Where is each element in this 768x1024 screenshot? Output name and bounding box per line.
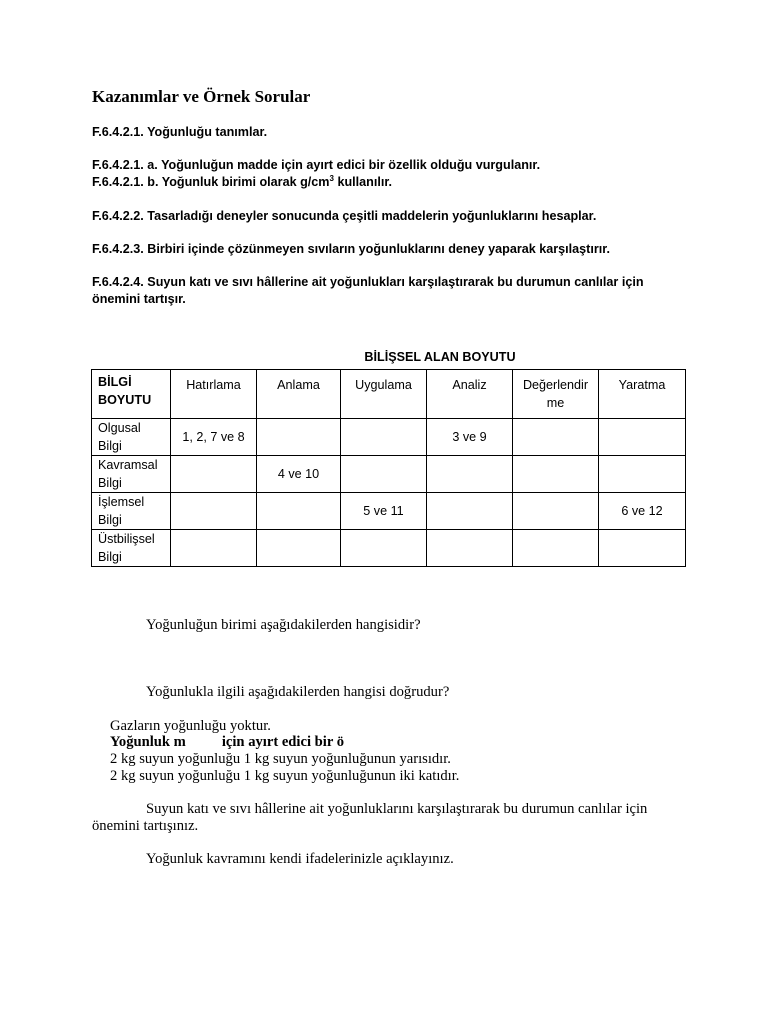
row-label-line1: Üstbilişsel	[98, 532, 155, 546]
question-4: Yoğunluk kavramını kendi ifadelerinizle açıklayınız.	[146, 851, 454, 867]
level-anlama: Anlama	[257, 370, 341, 419]
table-row-olgusal	[92, 419, 686, 456]
objective-4	[92, 274, 672, 308]
row-label-line2: Bilgi	[98, 476, 122, 490]
row-label	[92, 530, 171, 567]
row-label-line1: Kavramsal	[98, 458, 158, 472]
row-label	[92, 419, 171, 456]
row-label	[92, 456, 171, 493]
level-degerlendirme: Değerlendir me	[513, 370, 599, 419]
row-label-line2: Bilgi	[98, 550, 122, 564]
objective-4-line1: F.6.4.2.4. Suyun katı ve sıvı hâllerine ait yoğunlukları karşılaştırarak bu durumun canlılar için	[92, 275, 644, 289]
level-yaratma: Yaratma	[599, 370, 686, 419]
option-b-part2: için ayırt edici bir ö	[221, 734, 344, 750]
table-cell	[341, 530, 427, 567]
objective-4-line2: önemini tartışır.	[92, 292, 186, 306]
objective-1a: F.6.4.2.1. a. Yoğunluğun madde için ayırt edici bir özellik olduğu vurgulanır.	[92, 158, 541, 172]
table-cell	[171, 456, 257, 493]
corner-line2: BOYUTU	[98, 393, 152, 407]
option-d: 2 kg suyun yoğunluğu 1 kg suyun yoğunluğunun iki katıdır.	[110, 768, 460, 784]
table-cell	[171, 530, 257, 567]
table-cell	[513, 419, 599, 456]
table-cell	[513, 493, 599, 530]
objective-1b-text: F.6.4.2.1. b. Yoğunluk birimi olarak g/cm	[92, 175, 330, 189]
table-cell	[599, 419, 686, 456]
question-3-line1: Suyun katı ve sıvı hâllerine ait yoğunluklarını karşılaştırarak bu durumun canlılar için	[146, 801, 648, 817]
table-cell	[513, 530, 599, 567]
knowledge-dimension-header	[92, 370, 171, 419]
option-b-part1: Yoğunluk m	[110, 734, 186, 750]
table-cell: 1, 2, 7 ve 8	[171, 419, 257, 456]
table-cell	[341, 456, 427, 493]
corner-line1: BİLGİ	[98, 375, 132, 389]
table-row-ustbilissel	[92, 530, 686, 567]
level-analiz: Analiz	[427, 370, 513, 419]
row-label-line1: Olgusal	[98, 421, 141, 435]
table-cell	[427, 456, 513, 493]
option-a: Gazların yoğunluğu yoktur.	[110, 718, 271, 734]
table-cell	[513, 456, 599, 493]
cognitive-domain-table	[91, 369, 686, 567]
table-cell: 6 ve 12	[599, 493, 686, 530]
superscript-3: 3	[329, 173, 334, 183]
table-cell: 5 ve 11	[341, 493, 427, 530]
table-row-kavramsal	[92, 456, 686, 493]
row-label-line2: Bilgi	[98, 439, 122, 453]
table-cell: 3 ve 9	[427, 419, 513, 456]
question-3	[92, 801, 692, 835]
table-cell	[257, 530, 341, 567]
option-c: 2 kg suyun yoğunluğu 1 kg suyun yoğunluğunun yarısıdır.	[110, 751, 451, 767]
level-hatirlama: Hatırlama	[171, 370, 257, 419]
table-cell	[257, 419, 341, 456]
table-heading: BİLİŞSEL ALAN BOYUTU	[364, 350, 516, 364]
page-title: Kazanımlar ve Örnek Sorular	[92, 87, 311, 106]
row-label-line2: Bilgi	[98, 513, 122, 527]
question-3-line2: önemini tartışınız.	[92, 818, 199, 834]
level-uygulama: Uygulama	[341, 370, 427, 419]
question-1: Yoğunluğun birimi aşağıdakilerden hangisidir?	[146, 617, 421, 633]
objective-1: F.6.4.2.1. Yoğunluğu tanımlar.	[92, 125, 268, 139]
question-2: Yoğunlukla ilgili aşağıdakilerden hangisi doğrudur?	[146, 684, 450, 700]
table-cell	[427, 493, 513, 530]
option-b	[110, 734, 344, 751]
row-label-line1: İşlemsel	[98, 495, 145, 509]
table-cell	[599, 456, 686, 493]
table-cell	[599, 530, 686, 567]
table-cell	[427, 530, 513, 567]
objective-3: F.6.4.2.3. Birbiri içinde çözünmeyen sıvıların yoğunluklarını deney yaparak karşılaştırır.	[92, 242, 610, 256]
objective-1b	[92, 174, 672, 191]
objective-2: F.6.4.2.2. Tasarladığı deneyler sonucunda çeşitli maddelerin yoğunluklarını hesaplar.	[92, 209, 597, 223]
row-label	[92, 493, 171, 530]
table-cell	[257, 493, 341, 530]
objective-1b-tail: kullanılır.	[333, 175, 393, 189]
table-cell: 4 ve 10	[257, 456, 341, 493]
table-header-row	[92, 370, 686, 419]
table-cell	[171, 493, 257, 530]
table-cell	[341, 419, 427, 456]
table-row-islemsel	[92, 493, 686, 530]
